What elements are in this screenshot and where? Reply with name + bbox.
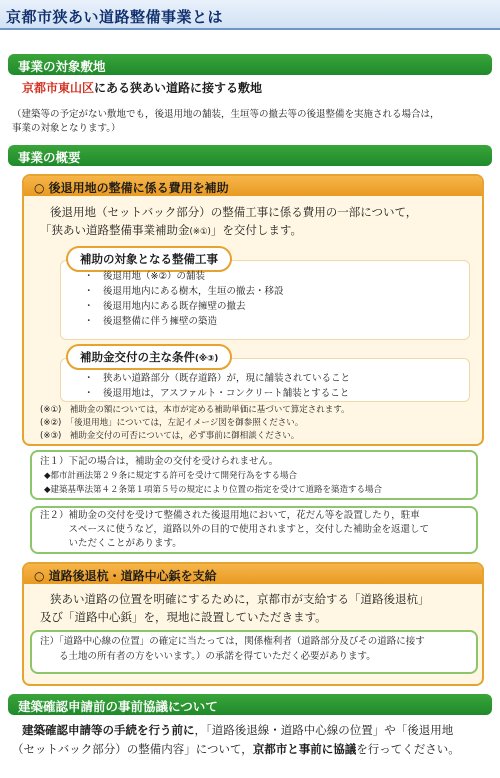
target-area-line: [22, 80, 262, 96]
work-item: ・ 後退用地（※②）の舗装: [84, 271, 205, 282]
conditions-note-ref: (※③): [195, 354, 219, 364]
footnote: (※①) 補助金の額については，本市が定める補助単価に基づいて算定されます。: [40, 405, 350, 415]
note2-line: スペースに使うなど，道路以外の目的で使用されますと，交付した補助金を返還して: [40, 524, 430, 535]
target-note-line1: （建築等の予定がない敷地でも，後退用地の舗装，生垣等の撤去等の後退整備を実施される場合は，: [12, 109, 440, 120]
conditions-pill-label: 補助金交付の主な条件: [80, 350, 195, 364]
conditions-pill: [66, 344, 232, 370]
consult-line1: [22, 722, 453, 738]
stakes-line2: 及び「道路中心鋲」を，現地に設置していただきます。: [40, 610, 327, 624]
consult-emphasis-2: 京都市と事前に協議: [252, 742, 357, 756]
subsidy-box-heading: ○ 後退用地の整備に係る費用を補助: [24, 176, 482, 196]
note2-line: いただくことがあります。: [40, 538, 182, 549]
footnote: (※②) 「後退用地」については，左記イメージ図を御参照ください。: [40, 418, 304, 428]
condition-item: ・ 狭あい道路部分（既存道路）が，現に舗装されていること: [84, 373, 351, 384]
section-heading-overview: 事業の概要: [8, 145, 492, 166]
subsidy-line1: 後退用地（セットバック部分）の整備工事に係る費用の一部について，: [50, 205, 418, 219]
work-item: ・ 後退用地内にある樹木，生垣の撤去・移設: [84, 286, 284, 297]
note1-title: 注１）下記の場合は，補助金の交付を受けられません。: [40, 456, 279, 467]
work-items-pill: 補助の対象となる整備工事: [66, 246, 232, 272]
stakes-note-line: る土地の所有者の方をいいます。）の承諾を得ていただく必要があります。: [40, 651, 376, 662]
section-heading-prior-consultation: 建築確認申請前の事前協議について: [8, 694, 492, 715]
consult-line2: [12, 741, 460, 757]
consult-line1-rest: ，「道路後退線・道路中心線の位置」や「後退用地: [194, 723, 454, 737]
condition-item: ・ 後退用地は，アスファルト・コンクリート舗装とすること: [84, 388, 350, 399]
consult-emphasis: 建築確認申請等の手続を行う前に: [22, 723, 195, 737]
note2-line: 注２）補助金の交付を受けて整備された後退用地において，花だん等を設置したり，駐車: [40, 510, 420, 521]
target-area-red: 京都市東山区: [22, 81, 95, 95]
stakes-box-heading: ○ 道路後退杭・道路中心鋲を支給: [24, 564, 482, 584]
subsidy-note-ref: (※①): [189, 227, 211, 237]
section-heading-target-site: 事業の対象敷地: [8, 54, 492, 75]
subsidy-line2-end: 」を交付します。: [210, 223, 302, 237]
footnote: (※③) 補助金交付の可否については，必ず事前に御相談ください。: [40, 431, 300, 441]
consult-line2-start: （セットバック部分）の整備内容」について，: [12, 742, 253, 756]
target-area-rest: にある狭あい道路に接する敷地: [94, 81, 263, 95]
target-note-line2: 事業の対象となります。）: [12, 123, 121, 134]
stakes-note-line: 注）「道路中心線の位置」の確定に当たっては，関係権利者（道路部分及びその道路に接す: [40, 636, 425, 647]
page-title: 京都市狭あい道路整備事業とは: [0, 0, 500, 30]
consult-line2-end: を行ってください。: [356, 742, 460, 756]
note1-item: ◆建築基準法第４２条第１項第５号の規定により位置の指定を受けて道路を築造する場合: [44, 485, 383, 495]
subsidy-name: 「狭あい道路整備事業補助金: [40, 223, 190, 237]
note1-item: ◆都市計画法第２９条に規定する許可を受けて開発行為をする場合: [44, 471, 298, 481]
work-item: ・ 後退用地内にある既存擁壁の撤去: [84, 301, 246, 312]
work-item: ・ 後退整備に伴う擁壁の築造: [84, 316, 218, 327]
subsidy-line2: [40, 222, 302, 238]
stakes-line1: 狭あい道路の位置を明確にするために，京都市が支給する「道路後退杭」: [50, 592, 430, 606]
